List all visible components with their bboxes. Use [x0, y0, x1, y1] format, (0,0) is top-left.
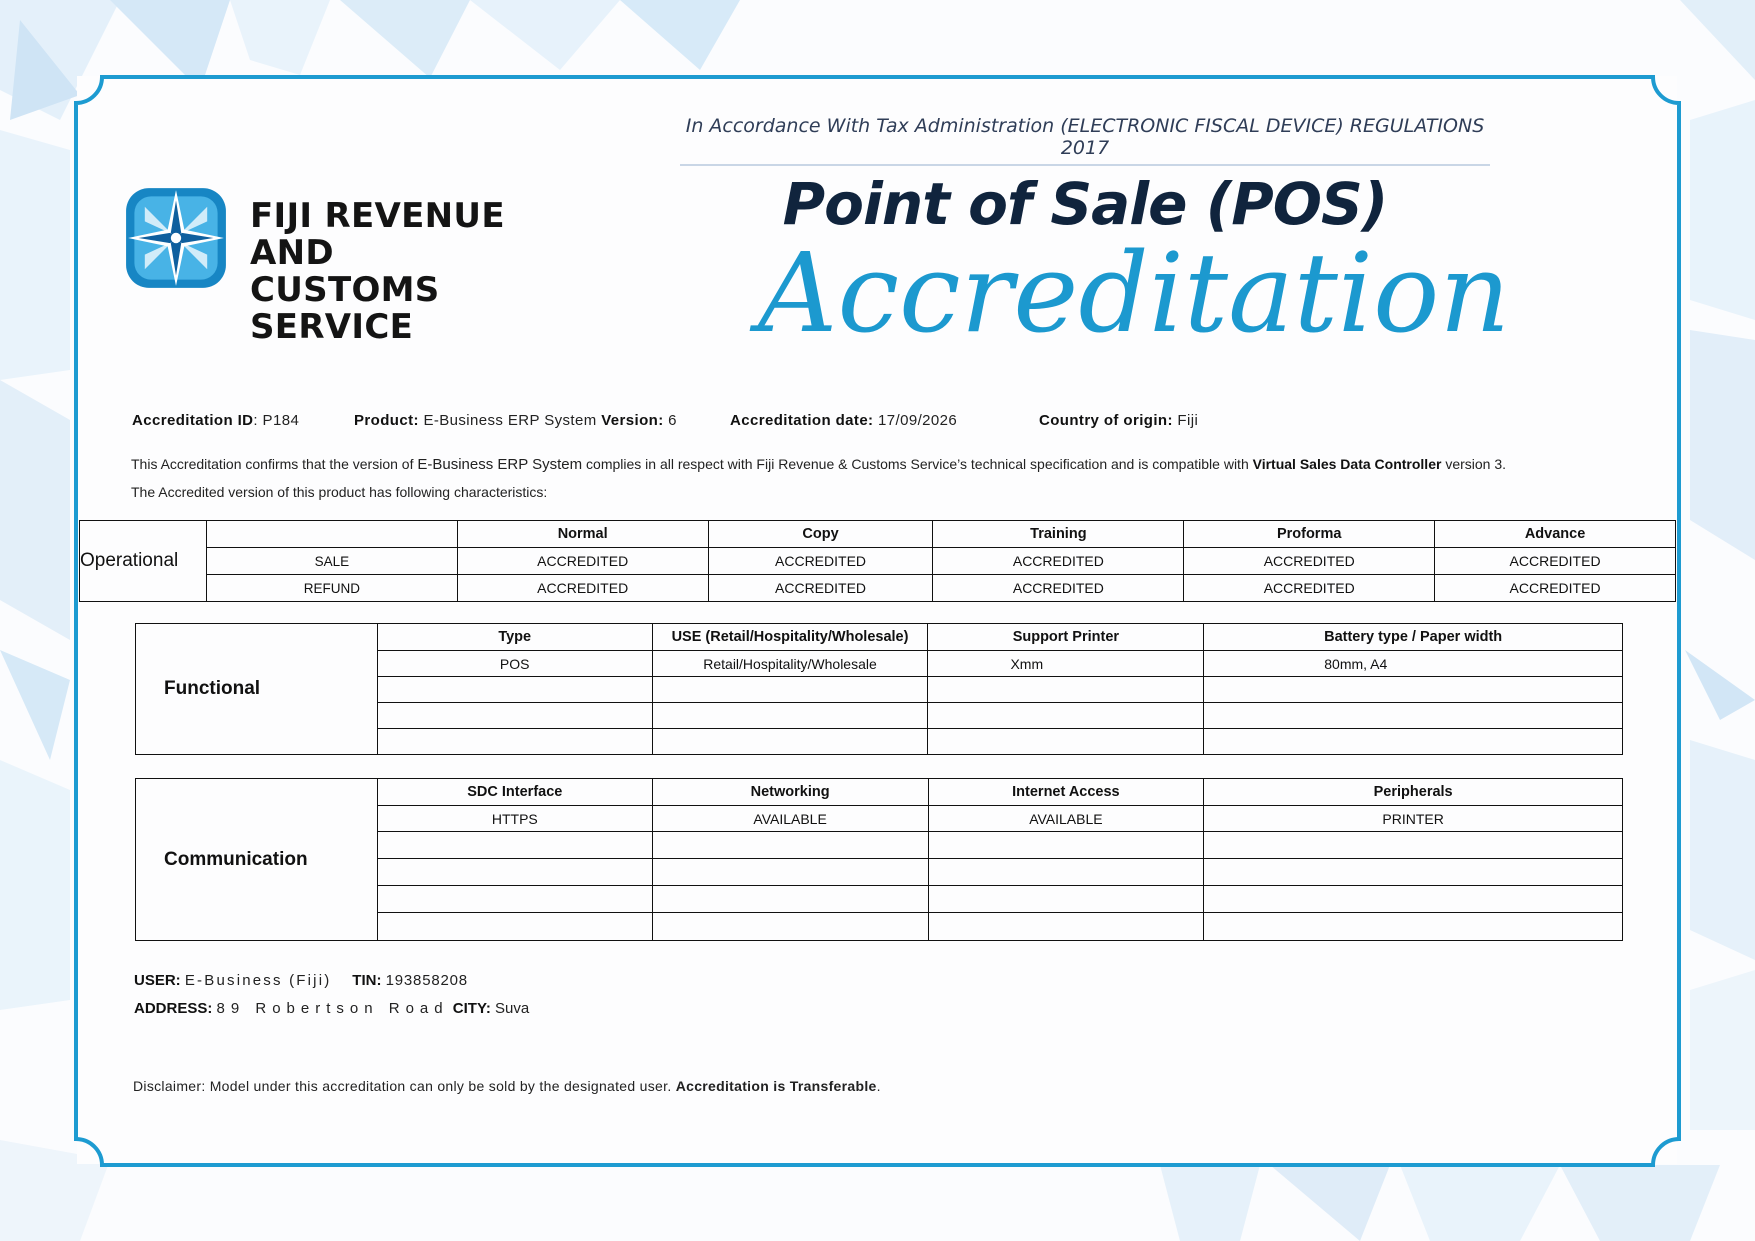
- frcs-logo-icon: [124, 186, 228, 290]
- operational-header-blank: [206, 521, 457, 548]
- operational-cell: ACCREDITED: [708, 575, 933, 602]
- communication-cell: [377, 859, 652, 886]
- communication-header: Internet Access: [928, 779, 1204, 806]
- functional-cell: [377, 677, 652, 703]
- functional-cell: [1204, 677, 1623, 703]
- functional-cell: [377, 703, 652, 729]
- functional-cell: POS: [377, 651, 652, 677]
- communication-cell: [1204, 913, 1623, 941]
- country-of-origin: Country of origin: Fiji: [1039, 412, 1199, 429]
- operational-cell: ACCREDITED: [1184, 548, 1435, 575]
- functional-cell: [652, 729, 928, 755]
- communication-cell: [1204, 832, 1623, 859]
- operational-cell: ACCREDITED: [457, 575, 708, 602]
- operational-row-label: SALE: [206, 548, 457, 575]
- functional-cell: [1204, 729, 1623, 755]
- operational-cell: ACCREDITED: [1184, 575, 1435, 602]
- communication-cell: [652, 913, 928, 941]
- operational-cell: ACCREDITED: [457, 548, 708, 575]
- operational-cell: ACCREDITED: [1435, 575, 1676, 602]
- communication-cell: [928, 886, 1204, 913]
- disclaimer: Disclaimer: Model under this accreditation can only be sold by the designated user. Accreditation is Transferable.: [133, 1078, 881, 1094]
- communication-cell: [928, 859, 1204, 886]
- operational-label: Operational: [80, 521, 207, 602]
- functional-header: Battery type / Paper width: [1204, 624, 1623, 651]
- functional-cell: [928, 677, 1204, 703]
- communication-cell: AVAILABLE: [928, 806, 1204, 832]
- communication-cell: [652, 832, 928, 859]
- address-details: ADDRESS: 89 Robertson Road CITY: Suva: [134, 1000, 530, 1017]
- communication-cell: [377, 886, 652, 913]
- operational-cell: ACCREDITED: [933, 575, 1184, 602]
- functional-cell: [377, 729, 652, 755]
- communication-header: SDC Interface: [377, 779, 652, 806]
- product-info: Product: E-Business ERP System Version: 6: [354, 412, 677, 429]
- regulation-reference: In Accordance With Tax Administration (ELECTRONIC FISCAL DEVICE) REGULATIONS 2017: [685, 115, 1485, 159]
- functional-label: Functional: [136, 624, 378, 755]
- communication-cell: [652, 886, 928, 913]
- functional-table: [135, 623, 1623, 755]
- table-row: [80, 548, 1676, 575]
- communication-cell: PRINTER: [1204, 806, 1623, 832]
- communication-cell: [652, 859, 928, 886]
- organization-name: FIJI REVENUE AND CUSTOMS SERVICE: [250, 196, 505, 347]
- communication-cell: HTTPS: [377, 806, 652, 832]
- functional-header: USE (Retail/Hospitality/Wholesale): [652, 624, 928, 651]
- accreditation-date: Accreditation date: 17/09/2026: [730, 412, 958, 429]
- functional-cell: [652, 677, 928, 703]
- operational-header: Copy: [708, 521, 933, 548]
- certificate-subtitle: Accreditation: [758, 229, 1511, 357]
- operational-header: Normal: [457, 521, 708, 548]
- functional-cell: [652, 703, 928, 729]
- communication-header: Peripherals: [1204, 779, 1623, 806]
- communication-cell: [377, 832, 652, 859]
- communication-cell: [928, 832, 1204, 859]
- operational-header: Proforma: [1184, 521, 1435, 548]
- communication-header: Networking: [652, 779, 928, 806]
- user-details: USER: E-Business (Fiji) TIN: 193858208: [134, 972, 468, 989]
- operational-table: [79, 520, 1676, 602]
- communication-cell: [1204, 886, 1623, 913]
- operational-cell: ACCREDITED: [933, 548, 1184, 575]
- communication-cell: [928, 913, 1204, 941]
- communication-cell: [1204, 859, 1623, 886]
- communication-label: Communication: [136, 779, 378, 941]
- functional-header: Support Printer: [928, 624, 1204, 651]
- functional-cell: [1204, 703, 1623, 729]
- functional-cell: [928, 703, 1204, 729]
- functional-cell: [928, 729, 1204, 755]
- functional-cell: Retail/Hospitality/Wholesale: [652, 651, 928, 677]
- operational-header: Advance: [1435, 521, 1676, 548]
- communication-table: [135, 778, 1623, 941]
- compliance-statement: This Accreditation confirms that the version of E-Business ERP System complies in all respect with Fiji Revenue & Customs Service’s technical specification and is compatible with Virtual Sales Data Controller version 3.: [131, 456, 1507, 473]
- communication-cell: [377, 913, 652, 941]
- functional-cell: 80mm, A4: [1204, 651, 1623, 677]
- header-divider: [680, 164, 1490, 166]
- communication-cell: AVAILABLE: [652, 806, 928, 832]
- table-row: [80, 575, 1676, 602]
- certificate-title: Point of Sale (POS): [782, 170, 1388, 238]
- characteristics-intro: The Accredited version of this product has following characteristics:: [131, 484, 548, 500]
- operational-header: Training: [933, 521, 1184, 548]
- functional-cell: Xmm: [928, 651, 1204, 677]
- operational-row-label: REFUND: [206, 575, 457, 602]
- functional-header: Type: [377, 624, 652, 651]
- accreditation-id: Accreditation ID: P184: [132, 412, 300, 429]
- operational-cell: ACCREDITED: [708, 548, 933, 575]
- operational-cell: ACCREDITED: [1435, 548, 1676, 575]
